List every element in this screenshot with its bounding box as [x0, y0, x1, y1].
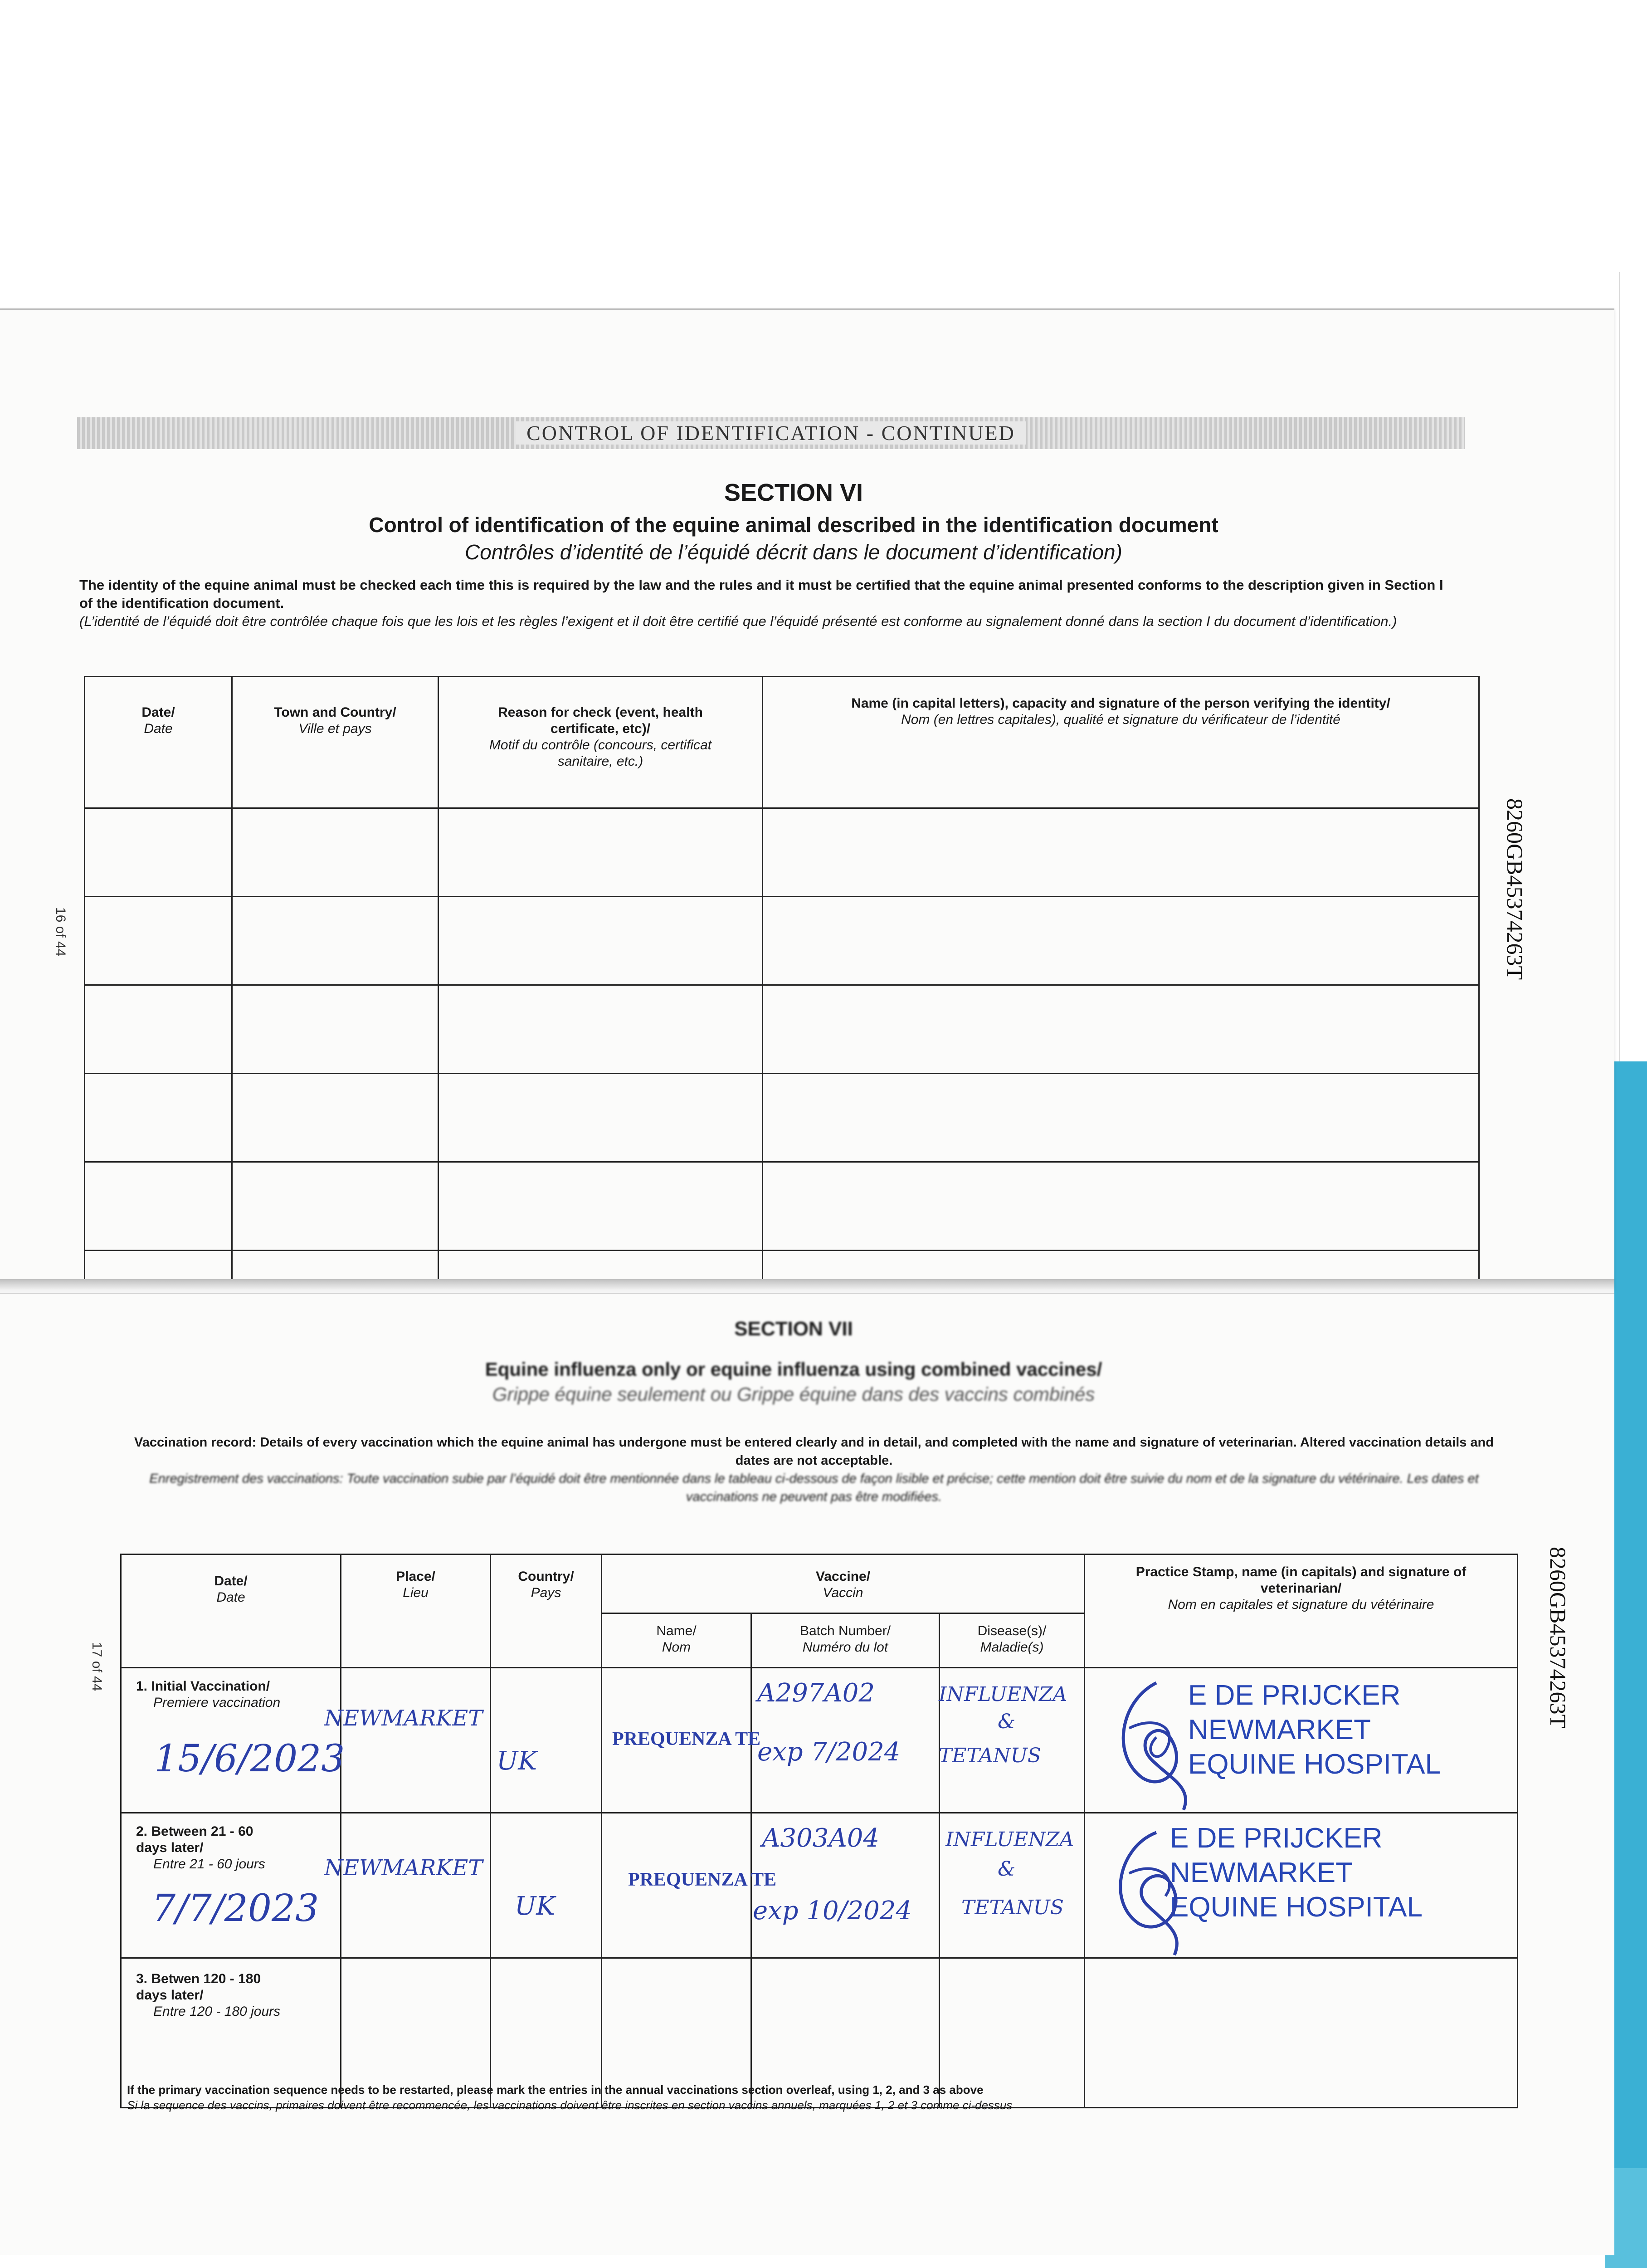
instruction-fr: (L’identité de l’équidé doit être contrôlée chaque fois que les lois et les règles l’exigent et il doit être certifié que l’équidé présenté est conforme au signalement donné dans la section I du document d’identification.): [79, 613, 1397, 629]
row1-country: UK: [497, 1746, 537, 1776]
table-row: [85, 808, 1479, 897]
vaccination-title-fr: Grippe équine seulement ou Grippe équine dans des vaccins combinés: [492, 1383, 1095, 1405]
col-stamp-en: Practice Stamp, name (in capitals) and signature of veterinarian/: [1135, 1564, 1467, 1596]
section-banner: [77, 417, 1465, 449]
col-country-fr: Pays: [531, 1585, 561, 1600]
instruction-text: [79, 576, 1453, 631]
row2-vet-signature: [1097, 1823, 1202, 1960]
section-heading: SECTION VI: [724, 479, 863, 506]
col-name-fr: Nom (en lettres capitales), qualité et signature du vérificateur de l’identité: [901, 712, 1340, 727]
row1-disease-1: INFLUENZA: [939, 1683, 1067, 1706]
row1-batch: A297A02: [757, 1678, 875, 1708]
footnote-fr: Si la sequence des vaccins, primaires doivent être recommencée, les vaccinations doivent être inscrites en section vaccins annuels, marquées 1, 2 et 3 comme ci-dessus: [127, 2098, 1013, 2112]
col-place-en: Place/: [396, 1569, 435, 1584]
vaccination-section-heading: SECTION VII: [734, 1318, 853, 1340]
instruction-en: The identity of the equine animal must be checked each time this is required by the law and the rules and it must be certified that the equine animal presented conforms to the description given in Section I of the identification document.: [79, 577, 1443, 611]
col-reason-en: Reason for check (event, health certificate, etc)/: [498, 705, 703, 736]
row1-place: NEWMARKET: [324, 1706, 483, 1731]
col-name-en: Name (in capital letters), capacity and signature of the person verifying the identity/: [851, 696, 1390, 711]
row1-vet-stamp: E DE PRIJCKER NEWMARKET EQUINE HOSPITAL: [1188, 1680, 1441, 1780]
col-vdate-en: Date/: [214, 1574, 248, 1589]
row2-date: 7/7/2023: [152, 1887, 319, 1930]
col-reason-fr: Motif du contrôle (concours, certificat sanitaire, etc.): [489, 738, 712, 769]
blue-cover-edge: [1614, 1061, 1647, 2268]
section-title-en: Control of identification of the equine animal described in the identification document: [369, 513, 1218, 537]
col-place-fr: Lieu: [403, 1585, 429, 1600]
col-batch-fr: Numéro du lot: [802, 1640, 888, 1655]
row2-vet-stamp: E DE PRIJCKER NEWMARKET EQUINE HOSPITAL: [1170, 1823, 1423, 1923]
row1-expiry: exp 7/2024: [757, 1737, 901, 1767]
record-en: Vaccination record: Details of every vaccination which the equine animal has undergone must be entered clearly and in detail, and completed with the name and signature of veterinarian. Altered vaccination details and dates are not acceptable.: [134, 1435, 1494, 1468]
row2-disease-2: TETANUS: [961, 1896, 1064, 1919]
document-id-lower: 8260GB45374263T: [1545, 1547, 1571, 1728]
row2-disease-1: INFLUENZA: [945, 1828, 1074, 1851]
col-stamp-fr: Nom en capitales et signature du vétérinaire: [1168, 1597, 1434, 1612]
page-number-16: 16 of 44: [53, 907, 68, 957]
row-label-3: 3. Betwen 120 - 180 days later/ Entre 120 - 180 jours: [136, 1971, 281, 2019]
col-batch-en: Batch Number/: [799, 1623, 891, 1638]
banner-title: CONTROL OF IDENTIFICATION - CONTINUED: [516, 421, 1026, 445]
col-vaccine-en: Vaccine/: [815, 1569, 871, 1584]
row-label-1: 1. Initial Vaccination/ Premiere vaccination: [136, 1679, 281, 1710]
table-row: [85, 985, 1479, 1074]
row2-batch: A303A04: [762, 1823, 880, 1853]
row2-vaccine-name: PREQUENZA TE: [628, 1869, 777, 1890]
col-town-en: Town and Country/: [274, 705, 396, 720]
row2-disease-join: &: [998, 1857, 1016, 1881]
row1-disease-join: &: [998, 1710, 1016, 1733]
col-disease-fr: Maladie(s): [980, 1640, 1044, 1655]
section-title-fr: Contrôles d’identité de l’équidé décrit dans le document d’identification): [465, 540, 1122, 564]
footnote: [127, 2082, 1487, 2113]
col-date-en: Date/: [141, 705, 175, 720]
vaccination-title-en: Equine influenza only or equine influenza using combined vaccines/: [485, 1359, 1102, 1380]
row1-vaccine-name: PREQUENZA TE: [612, 1729, 761, 1750]
table-row: [85, 897, 1479, 985]
col-vname-en: Name/: [656, 1623, 697, 1638]
col-disease-en: Disease(s)/: [977, 1623, 1047, 1638]
table-row: [85, 1074, 1479, 1162]
row2-country: UK: [515, 1892, 555, 1921]
vaccination-record-text: [127, 1433, 1501, 1506]
col-date-fr: Date: [144, 721, 173, 736]
col-vdate-fr: Date: [216, 1590, 245, 1605]
row2-expiry: exp 10/2024: [753, 1896, 912, 1926]
row1-vet-signature: [1102, 1674, 1206, 1819]
table-row: [85, 1162, 1479, 1251]
identity-check-table: [84, 676, 1480, 1301]
footnote-en: If the primary vaccination sequence needs to be restarted, please mark the entries in the annual vaccinations section overleaf, using 1, 2, and 3 as above: [127, 2083, 984, 2097]
table-header-row: [85, 677, 1479, 808]
col-country-en: Country/: [518, 1569, 574, 1584]
row2-place: NEWMARKET: [324, 1855, 483, 1881]
record-fr: Enregistrement des vaccinations: Toute vaccination subie par l’équidé doit être mentionnée dans le tableau ci-dessous de façon lisible et précise; cette mention doit être suivie du nom et de la signature du vétérinaire. Les dates et vaccinations ne peuvent pas être modifiées.: [149, 1471, 1479, 1504]
page-number-17: 17 of 44: [89, 1642, 104, 1691]
row1-disease-2: TETANUS: [939, 1744, 1041, 1767]
col-vname-fr: Nom: [662, 1640, 691, 1655]
row-label-2: 2. Between 21 - 60 days later/ Entre 21 - 60 jours: [136, 1824, 265, 1872]
col-vaccine-fr: Vaccin: [823, 1585, 863, 1600]
col-town-fr: Ville et pays: [298, 721, 372, 736]
row1-date: 15/6/2023: [154, 1737, 345, 1780]
document-id-upper: 8260GB45374263T: [1502, 798, 1528, 980]
